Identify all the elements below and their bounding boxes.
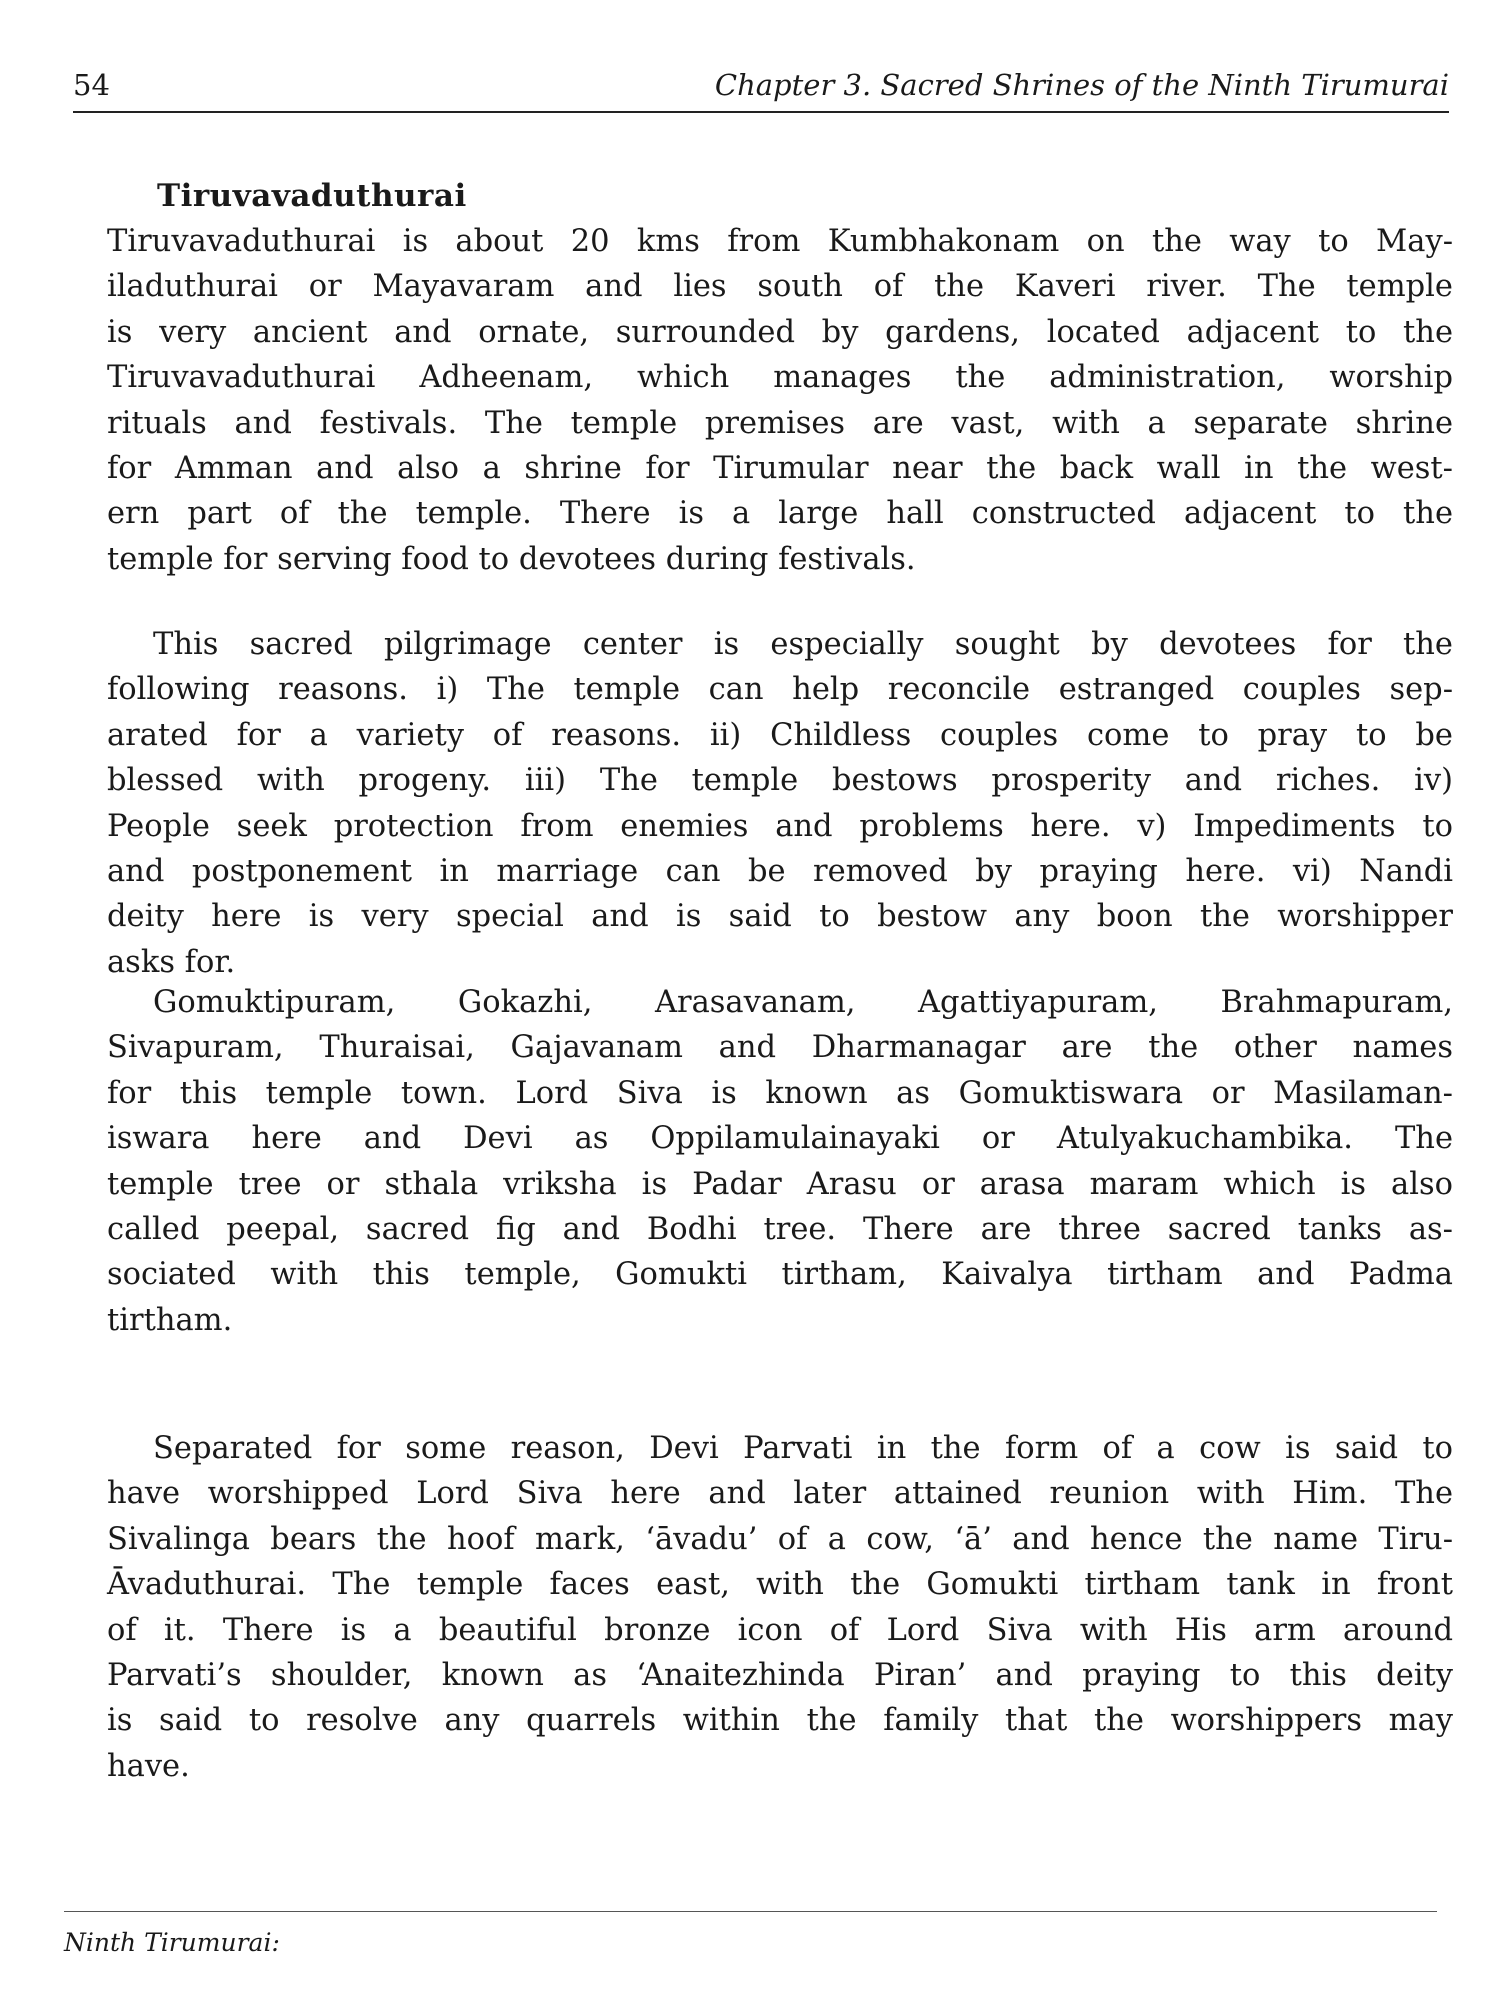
text-line: iswara here and Devi as Oppilamulainayaki or Atulyakuchambika. The: [107, 1121, 1453, 1157]
text-line: following reasons. i) The temple can help reconcile estranged couples sep-: [107, 672, 1453, 708]
paragraph: [107, 219, 1453, 582]
text-line: is said to resolve any quarrels within the family that the worshippers may: [107, 1703, 1453, 1739]
footnote-text: Ninth Tirumurai:: [64, 1928, 280, 1957]
text-line: This sacred pilgrimage center is especially sought by devotees for the: [153, 627, 1453, 662]
header-rule: [73, 111, 1449, 113]
text-line: Āvaduthurai. The temple faces east, with the Gomukti tirtham tank in front: [107, 1567, 1453, 1603]
text-line: for Amman and also a shrine for Tirumular near the back wall in the west-: [107, 450, 1453, 486]
text-line: for this temple town. Lord Siva is known as Gomuktiswara or Masilaman-: [107, 1075, 1453, 1111]
text-line: called peepal, sacred fig and Bodhi tree. There are three sacred tanks as-: [107, 1211, 1453, 1247]
text-line: Separated for some reason, Devi Parvati in the form of a cow is said to: [153, 1431, 1453, 1466]
footnote-rule: [64, 1911, 1437, 1912]
text-line: Parvati’s shoulder, known as ‘Anaitezhinda Piran’ and praying to this deity: [107, 1657, 1453, 1693]
text-line: People seek protection from enemies and problems here. v) Impediments to: [107, 808, 1453, 844]
paragraph: [107, 980, 1453, 1343]
page-number: 54: [73, 68, 110, 102]
running-header: [73, 68, 1449, 104]
text-line: arated for a variety of reasons. ii) Childless couples come to pray to be: [107, 717, 1453, 753]
text-line: sociated with this temple, Gomukti tirtham, Kaivalya tirtham and Padma: [107, 1257, 1453, 1293]
chapter-title: Chapter 3. Sacred Shrines of the Ninth Tirumurai: [714, 68, 1449, 102]
text-line: tirtham.: [107, 1302, 233, 1338]
text-line: asks for.: [107, 944, 236, 980]
text-line: and postponement in marriage can be removed by praying here. vi) Nandi: [107, 853, 1453, 889]
text-line: temple for serving food to devotees during festivals.: [107, 541, 916, 577]
text-line: ern part of the temple. There is a large hall constructed adjacent to the: [107, 496, 1453, 532]
text-line: temple tree or sthala vriksha is Padar Arasu or arasa maram which is also: [107, 1166, 1453, 1202]
text-line: deity here is very special and is said to bestow any boon the worshipper: [107, 899, 1453, 935]
text-line: have worshipped Lord Siva here and later attained reunion with Him. The: [107, 1476, 1453, 1512]
paragraph: [107, 1426, 1453, 1789]
text-line: Tiruvavaduthurai is about 20 kms from Kumbhakonam on the way to May-: [107, 224, 1453, 259]
text-line: Tiruvavaduthurai Adheenam, which manages the administration, worship: [107, 360, 1453, 396]
text-line: Sivapuram, Thuraisai, Gajavanam and Dharmanagar are the other names: [107, 1030, 1453, 1066]
text-line: rituals and festivals. The temple premises are vast, with a separate shrine: [107, 405, 1453, 441]
text-line: is very ancient and ornate, surrounded by gardens, located adjacent to the: [107, 314, 1453, 350]
text-line: Gomuktipuram, Gokazhi, Arasavanam, Agattiyapuram, Brahmapuram,: [153, 985, 1453, 1020]
text-line: Sivalinga bears the hoof mark, ‘āvadu’ of a cow, ‘ā’ and hence the name Tiru-: [107, 1521, 1453, 1557]
text-line: blessed with progeny. iii) The temple bestows prosperity and riches. iv): [107, 763, 1453, 799]
text-line: of it. There is a beautiful bronze icon of Lord Siva with His arm around: [107, 1612, 1453, 1648]
text-line: have.: [107, 1748, 190, 1784]
paragraph: [107, 622, 1453, 985]
text-line: iladuthurai or Mayavaram and lies south of the Kaveri river. The temple: [107, 269, 1453, 305]
section-heading: Tiruvavaduthurai: [157, 178, 467, 214]
